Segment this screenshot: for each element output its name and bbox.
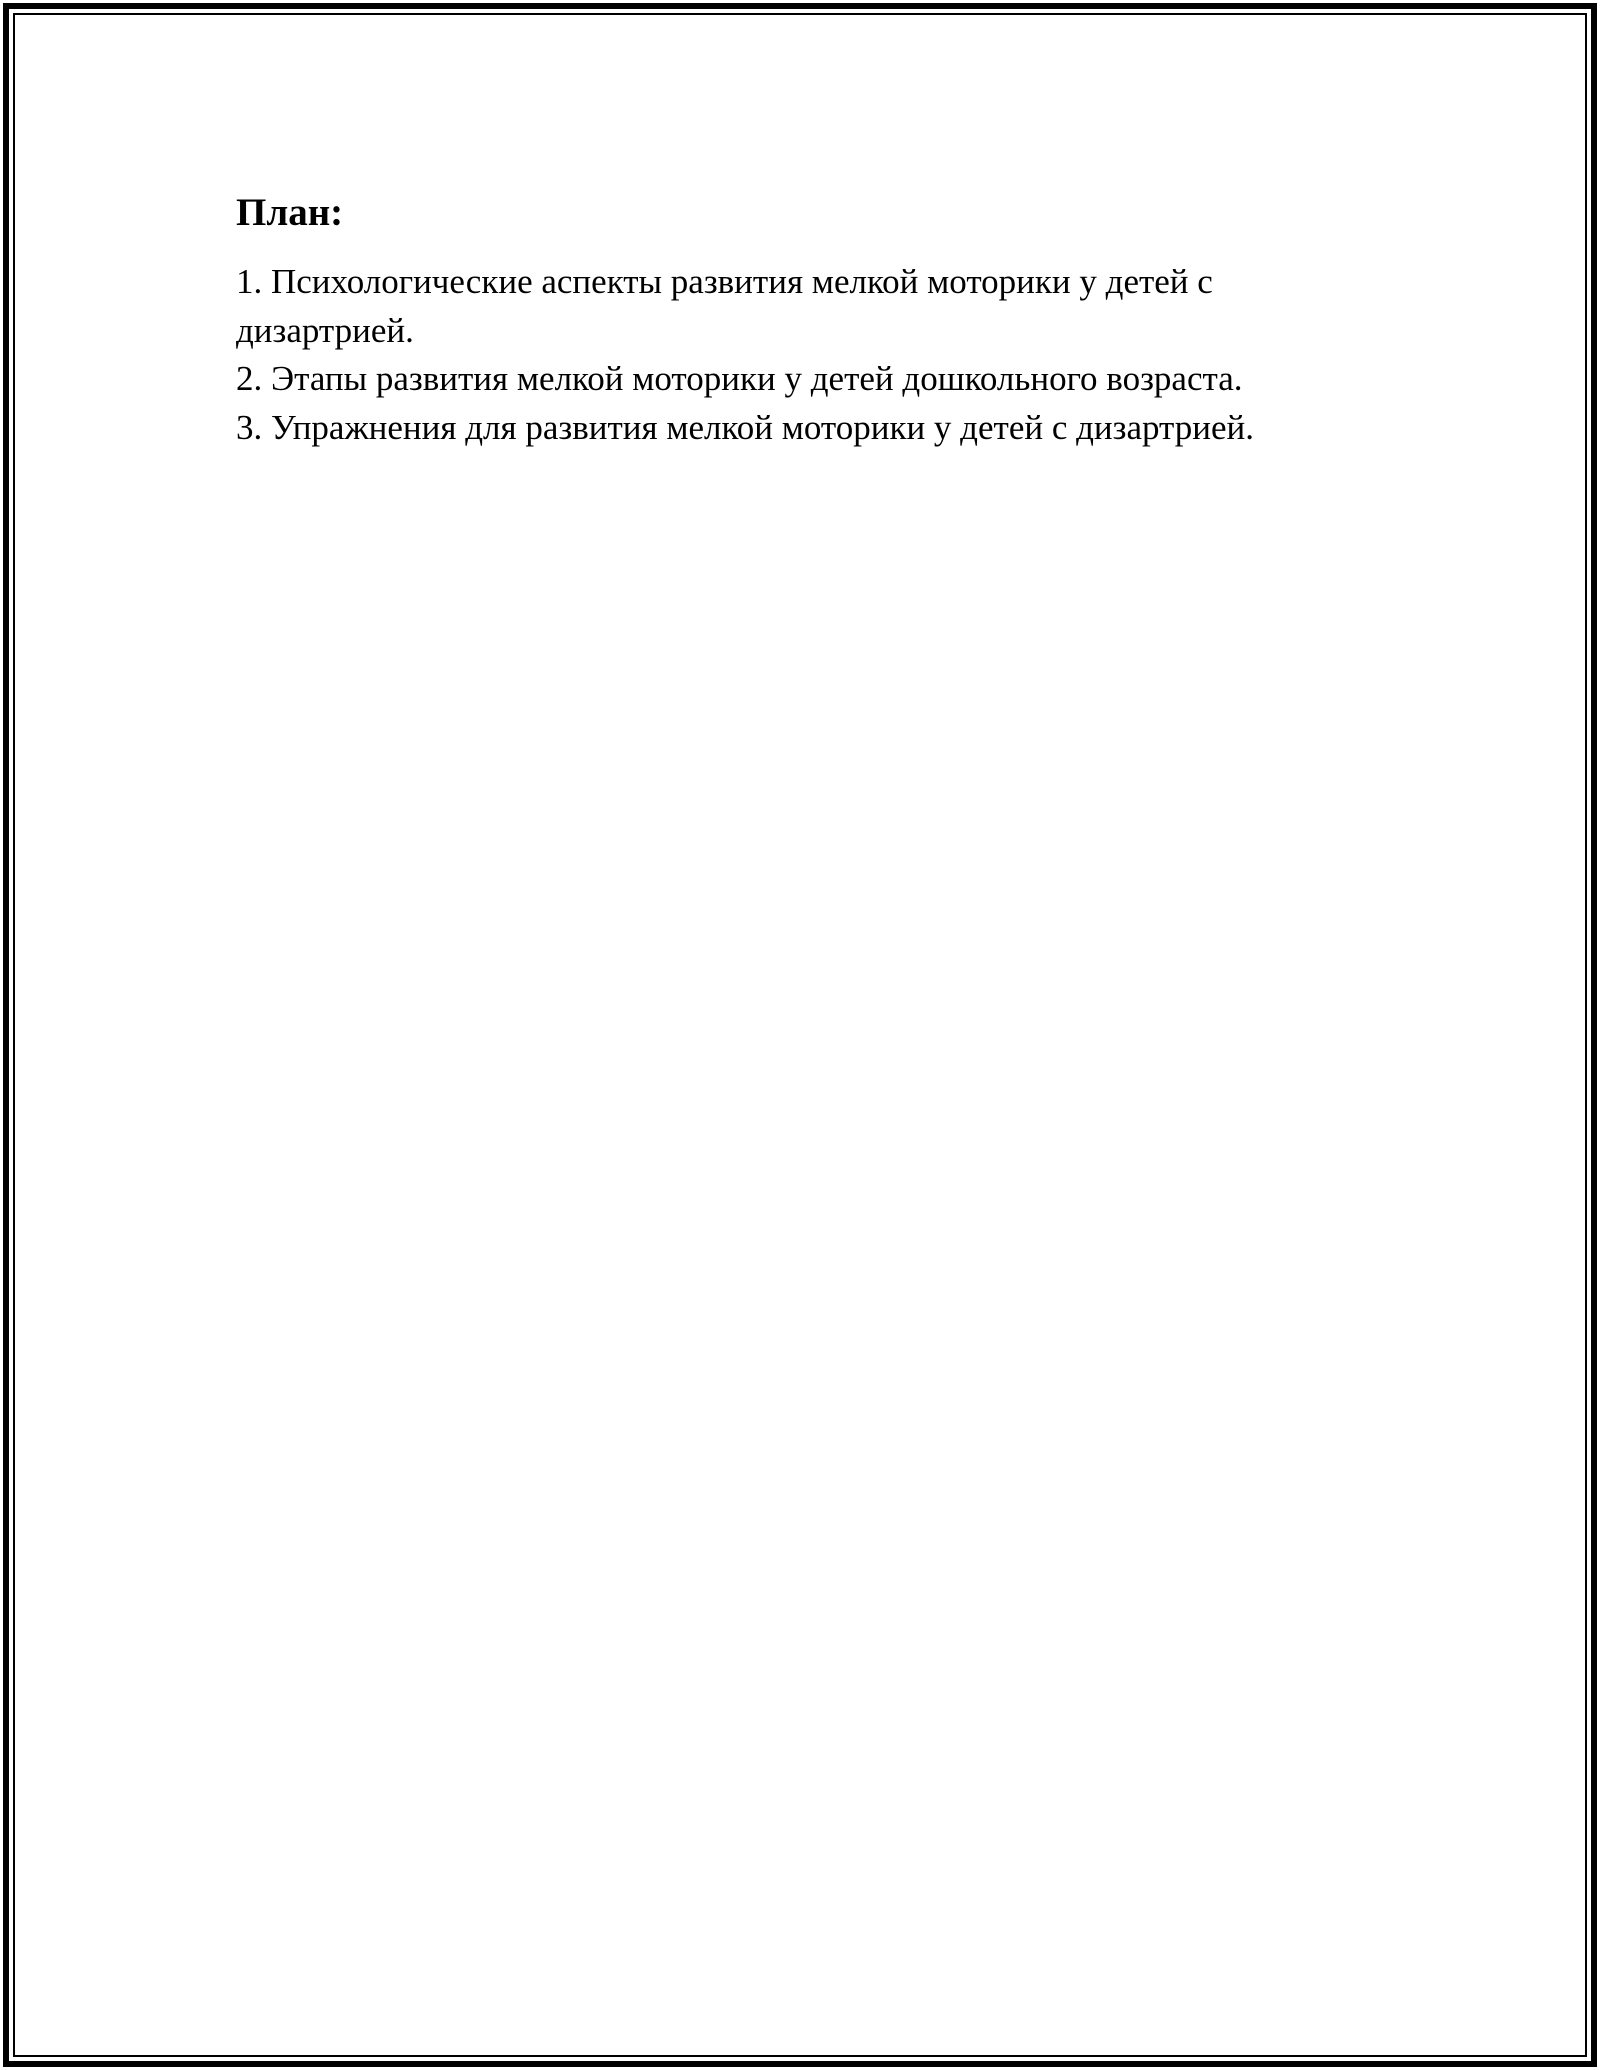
plan-item-1: 1. Психологические аспекты развития мелкой моторики у детей с дизартрией.: [236, 262, 1213, 350]
plan-item-3: 3. Упражнения для развития мелкой моторики у детей с дизартрией.: [236, 407, 1255, 447]
plan-heading: План:: [236, 191, 344, 234]
plan-item-2: 2. Этапы развития мелкой моторики у детей дошкольного возраста.: [236, 359, 1243, 398]
document-content: [236, 186, 1376, 452]
plan-list: [236, 258, 1376, 452]
